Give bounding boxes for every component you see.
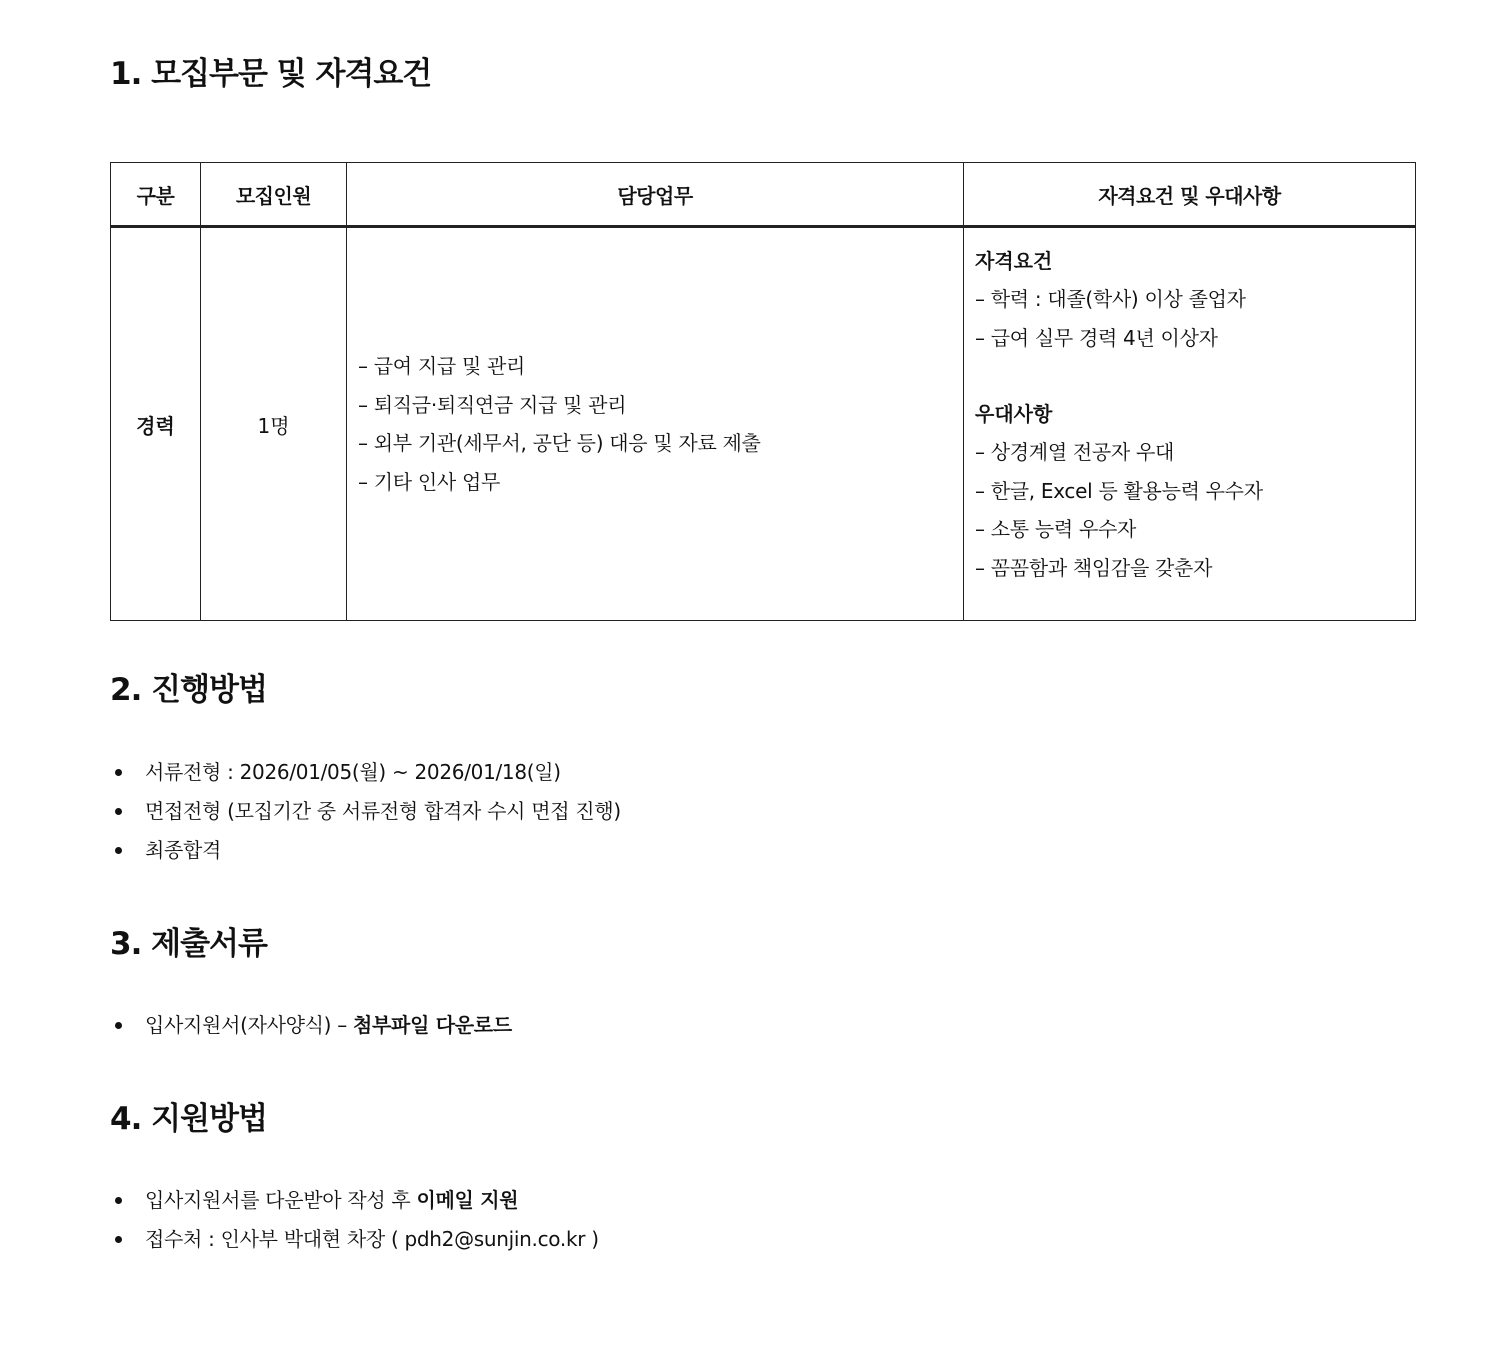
recruit-table (110, 162, 1416, 621)
duty-item: – 기타 인사 업무 (358, 469, 500, 494)
header-duties: 담당업무 (347, 163, 964, 227)
preferred-item: – 소통 능력 우수자 (975, 517, 1137, 541)
list-item-text: 최종합격 (145, 838, 222, 862)
cell-count: 1명 (201, 227, 347, 621)
contact-text: 접수처 : 인사부 박대현 차장 ( pdh2@sunjin.co.kr ) (145, 1227, 599, 1251)
section-title-documents: 3. 제출서류 (110, 926, 267, 962)
bullet-icon (115, 769, 122, 776)
list-item-text: 서류전형 : 2026/01/05(월) ~ 2026/01/18(일) (145, 760, 561, 784)
list-item (110, 1220, 599, 1259)
list-item (110, 831, 621, 870)
bullet-icon (115, 1197, 122, 1204)
preferred-item: – 상경계열 전공자 우대 (975, 440, 1175, 464)
email-apply-emphasis: 이메일 지원 (416, 1188, 519, 1212)
header-type: 구분 (111, 163, 201, 227)
cell-duties (347, 227, 964, 621)
section-title-process: 2. 진행방법 (110, 672, 267, 708)
spacer (975, 357, 1404, 395)
header-qualifications: 자격요건 및 우대사항 (964, 163, 1416, 227)
requirement-item: – 급여 실무 경력 4년 이상자 (975, 325, 1218, 350)
duty-item: – 급여 지급 및 관리 (358, 354, 526, 378)
list-item (110, 1006, 512, 1045)
bullet-icon (115, 847, 122, 854)
list-item (110, 1181, 599, 1220)
list-item (110, 753, 621, 792)
apply-item-text: 입사지원서를 다운받아 작성 후 (145, 1188, 417, 1212)
apply-list (110, 1181, 599, 1259)
process-list (110, 753, 621, 870)
documents-list (110, 1006, 512, 1045)
cell-qualifications (964, 227, 1416, 621)
requirements-heading: 자격요건 (975, 249, 1053, 273)
preferred-item: – 한글, Excel 등 활용능력 우수자 (975, 478, 1263, 503)
duty-item: – 외부 기관(세무서, 공단 등) 대응 및 자료 제출 (358, 431, 761, 455)
cell-type: 경력 (111, 227, 201, 621)
preferred-heading: 우대사항 (975, 402, 1053, 426)
bullet-icon (115, 808, 122, 815)
list-item-text: 면접전형 (모집기간 중 서류전형 합격자 수시 면접 진행) (145, 799, 621, 823)
table-header-row (111, 163, 1416, 227)
section-title-recruit: 1. 모집부문 및 자격요건 (110, 56, 432, 92)
bullet-icon (115, 1236, 122, 1243)
list-item (110, 792, 621, 831)
duty-item: – 퇴직금·퇴직연금 지급 및 관리 (358, 392, 627, 417)
document-item-text: 입사지원서(자사양식) – (145, 1013, 354, 1037)
preferred-item: – 꼼꼼함과 책임감을 갖춘자 (975, 555, 1213, 580)
requirement-item: – 학력 : 대졸(학사) 이상 졸업자 (975, 287, 1246, 311)
table-row (111, 227, 1416, 621)
bullet-icon (115, 1022, 122, 1029)
attachment-download-link[interactable]: 첨부파일 다운로드 (353, 1013, 512, 1037)
section-title-apply: 4. 지원방법 (110, 1101, 267, 1137)
header-count: 모집인원 (201, 163, 347, 227)
